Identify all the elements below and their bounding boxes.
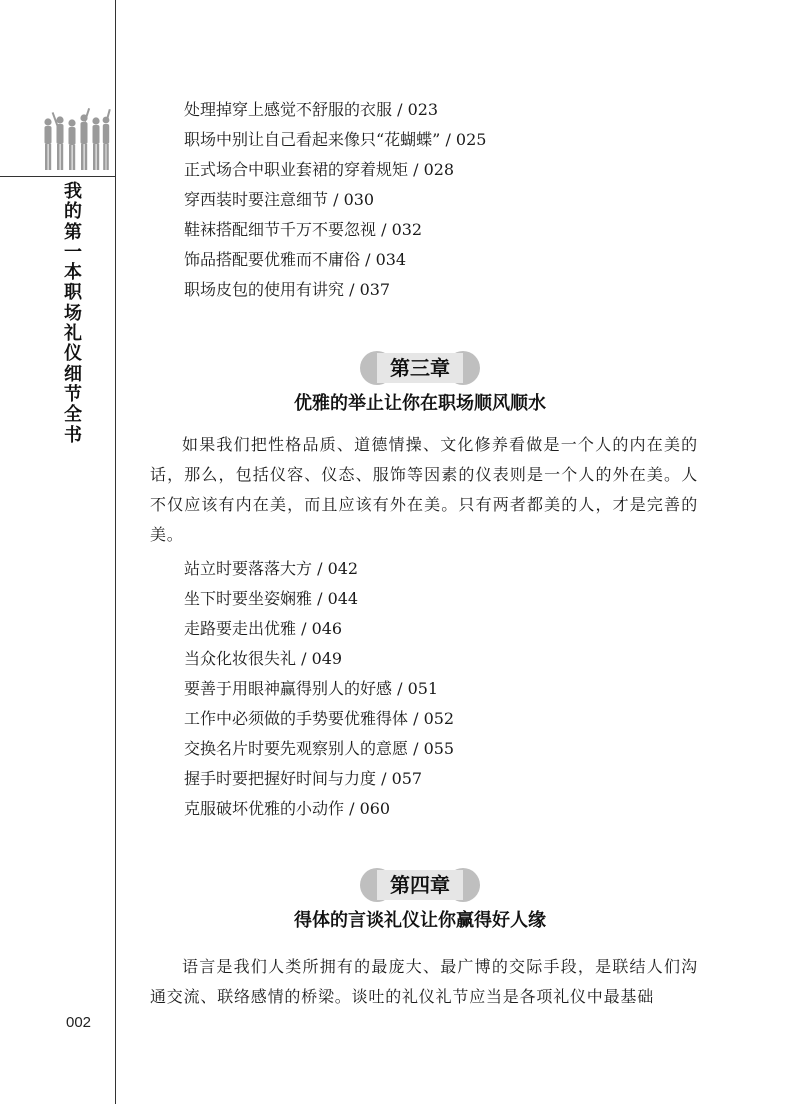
toc-item[interactable]: 处理掉穿上感觉不舒服的衣服 / 023 <box>184 100 439 119</box>
chapter-4-intro: 语言是我们人类所拥有的最庞大、最广博的交际手段，是联结人们沟通交流、联络感情的桥梁。谈吐的礼仪礼节应当是各项礼仪中最基础 <box>150 957 698 1006</box>
chapter-3-label: 第三章 <box>390 356 450 380</box>
book-title: 我的第一本职场礼仪细节全书 <box>64 181 82 446</box>
toc-list-continued <box>184 95 486 305</box>
sidebar-divider-horizontal <box>0 176 116 177</box>
toc-item[interactable]: 当众化妆很失礼 / 049 <box>184 649 343 668</box>
page-number: 002 <box>66 1014 92 1031</box>
sidebar-divider-vertical <box>115 0 116 1104</box>
chapter-4-label: 第四章 <box>390 873 450 897</box>
toc-item[interactable]: 握手时要把握好时间与力度 / 057 <box>184 769 423 788</box>
chapter-3-intro: 如果我们把性格品质、道德情操、文化修养看做是一个人的内在美的话，那么，包括仪容、仪态、服饰等因素的仪表则是一个人的外在美。人不仅应该有内在美，而且应该有外在美。只有两者都美的人，才是完善的美。 <box>150 435 698 544</box>
toc-item[interactable]: 坐下时要坐姿娴雅 / 044 <box>184 589 359 608</box>
toc-item[interactable]: 要善于用眼神赢得别人的好感 / 051 <box>184 679 439 698</box>
toc-item[interactable]: 交换名片时要先观察别人的意愿 / 055 <box>184 739 455 758</box>
toc-item[interactable]: 走路要走出优雅 / 046 <box>184 619 343 638</box>
toc-item[interactable]: 饰品搭配要优雅而不庸俗 / 034 <box>184 250 407 269</box>
toc-item[interactable]: 职场中别让自己看起来像只“花蝴蝶” / 025 <box>184 130 487 149</box>
toc-item[interactable]: 工作中必须做的手势要优雅得体 / 052 <box>184 709 455 728</box>
toc-item[interactable]: 站立时要落落大方 / 042 <box>184 559 359 578</box>
chapter-3-badge <box>360 351 480 385</box>
chapter-4-badge <box>360 868 480 902</box>
toc-item[interactable]: 鞋袜搭配细节千万不要忽视 / 032 <box>184 220 423 239</box>
toc-item[interactable]: 穿西装时要注意细节 / 030 <box>184 190 375 209</box>
chapter-3-title: 优雅的举止让你在职场顺风顺水 <box>294 393 546 414</box>
chapter-3-toc-list <box>184 554 454 824</box>
toc-item[interactable]: 正式场合中职业套裙的穿着规矩 / 028 <box>184 160 455 179</box>
toc-item[interactable]: 克服破坏优雅的小动作 / 060 <box>184 799 391 818</box>
toc-item[interactable]: 职场皮包的使用有讲究 / 037 <box>184 280 391 299</box>
business-people-silhouette-icon <box>40 108 112 172</box>
chapter-4-title: 得体的言谈礼仪让你赢得好人缘 <box>294 910 546 931</box>
